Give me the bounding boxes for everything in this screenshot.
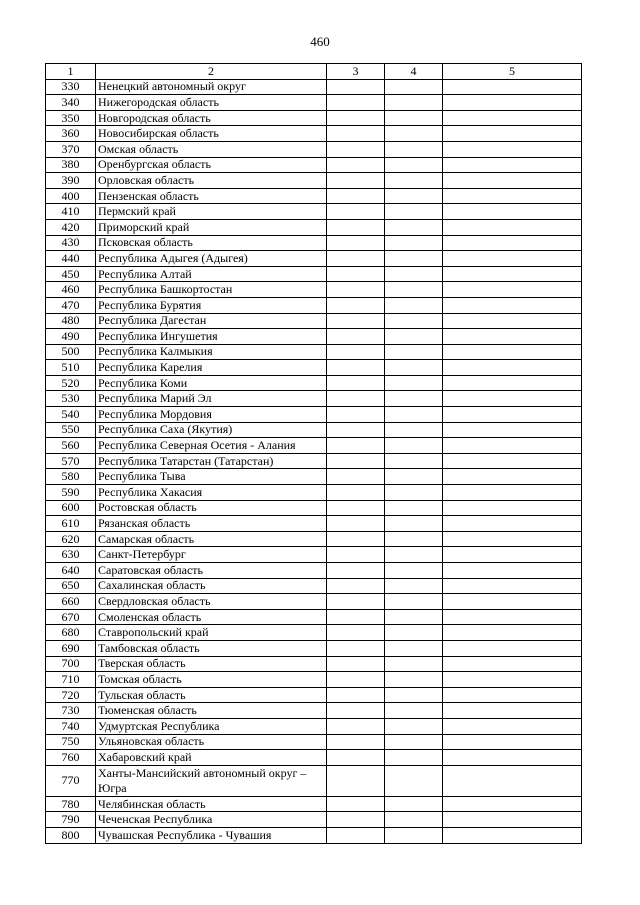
row-cell-5 bbox=[443, 703, 582, 719]
row-cell-3 bbox=[327, 531, 385, 547]
row-cell-5 bbox=[443, 375, 582, 391]
row-cell-5 bbox=[443, 438, 582, 454]
row-cell-5 bbox=[443, 656, 582, 672]
row-name: Республика Бурятия bbox=[96, 297, 327, 313]
column-header-5: 5 bbox=[443, 64, 582, 80]
row-code: 680 bbox=[46, 625, 96, 641]
column-header-1: 1 bbox=[46, 64, 96, 80]
table-row bbox=[46, 765, 582, 796]
row-code: 720 bbox=[46, 687, 96, 703]
table-row bbox=[46, 219, 582, 235]
row-cell-3 bbox=[327, 640, 385, 656]
row-cell-3 bbox=[327, 95, 385, 111]
row-cell-5 bbox=[443, 282, 582, 298]
row-code: 650 bbox=[46, 578, 96, 594]
row-cell-5 bbox=[443, 79, 582, 95]
table-row bbox=[46, 173, 582, 189]
row-cell-3 bbox=[327, 500, 385, 516]
table-row bbox=[46, 796, 582, 812]
row-name: Тульская область bbox=[96, 687, 327, 703]
row-code: 530 bbox=[46, 391, 96, 407]
row-name: Томская область bbox=[96, 672, 327, 688]
row-cell-5 bbox=[443, 812, 582, 828]
row-cell-3 bbox=[327, 672, 385, 688]
row-cell-4 bbox=[385, 391, 443, 407]
row-name: Пензенская область bbox=[96, 188, 327, 204]
row-cell-4 bbox=[385, 578, 443, 594]
row-code: 740 bbox=[46, 718, 96, 734]
row-cell-5 bbox=[443, 204, 582, 220]
row-name: Приморский край bbox=[96, 219, 327, 235]
row-cell-3 bbox=[327, 422, 385, 438]
row-cell-5 bbox=[443, 718, 582, 734]
row-name: Республика Хакасия bbox=[96, 485, 327, 501]
row-name: Нижегородская область bbox=[96, 95, 327, 111]
row-cell-5 bbox=[443, 687, 582, 703]
row-cell-5 bbox=[443, 329, 582, 345]
row-name: Ханты-Мансийский автономный округ – Югра bbox=[96, 765, 327, 796]
row-cell-3 bbox=[327, 141, 385, 157]
row-cell-5 bbox=[443, 672, 582, 688]
row-cell-4 bbox=[385, 313, 443, 329]
row-cell-5 bbox=[443, 734, 582, 750]
row-name: Республика Алтай bbox=[96, 266, 327, 282]
row-cell-3 bbox=[327, 547, 385, 563]
row-cell-4 bbox=[385, 422, 443, 438]
row-cell-5 bbox=[443, 219, 582, 235]
row-cell-5 bbox=[443, 594, 582, 610]
column-header-3: 3 bbox=[327, 64, 385, 80]
row-cell-3 bbox=[327, 578, 385, 594]
row-cell-3 bbox=[327, 173, 385, 189]
row-code: 620 bbox=[46, 531, 96, 547]
table-row bbox=[46, 547, 582, 563]
row-cell-5 bbox=[443, 765, 582, 796]
row-cell-4 bbox=[385, 297, 443, 313]
row-cell-4 bbox=[385, 469, 443, 485]
row-code: 790 bbox=[46, 812, 96, 828]
row-cell-3 bbox=[327, 703, 385, 719]
row-name: Оренбургская область bbox=[96, 157, 327, 173]
table-row bbox=[46, 687, 582, 703]
row-cell-3 bbox=[327, 438, 385, 454]
row-code: 520 bbox=[46, 375, 96, 391]
row-code: 540 bbox=[46, 407, 96, 423]
row-name: Республика Дагестан bbox=[96, 313, 327, 329]
row-name: Республика Башкортостан bbox=[96, 282, 327, 298]
header-row bbox=[46, 64, 582, 80]
row-name: Омская область bbox=[96, 141, 327, 157]
row-cell-4 bbox=[385, 95, 443, 111]
row-code: 760 bbox=[46, 750, 96, 766]
row-code: 700 bbox=[46, 656, 96, 672]
row-cell-3 bbox=[327, 375, 385, 391]
row-name: Республика Марий Эл bbox=[96, 391, 327, 407]
row-cell-3 bbox=[327, 297, 385, 313]
row-cell-4 bbox=[385, 640, 443, 656]
row-name: Сахалинская область bbox=[96, 578, 327, 594]
table-body bbox=[46, 79, 582, 843]
row-cell-3 bbox=[327, 734, 385, 750]
table-row bbox=[46, 812, 582, 828]
row-cell-5 bbox=[443, 469, 582, 485]
row-name: Ульяновская область bbox=[96, 734, 327, 750]
row-cell-4 bbox=[385, 79, 443, 95]
row-cell-5 bbox=[443, 516, 582, 532]
table-row bbox=[46, 360, 582, 376]
row-cell-4 bbox=[385, 282, 443, 298]
table-row bbox=[46, 531, 582, 547]
row-cell-4 bbox=[385, 718, 443, 734]
row-cell-5 bbox=[443, 110, 582, 126]
row-cell-3 bbox=[327, 110, 385, 126]
table-row bbox=[46, 204, 582, 220]
table-row bbox=[46, 827, 582, 843]
table-row bbox=[46, 594, 582, 610]
row-cell-4 bbox=[385, 110, 443, 126]
row-cell-3 bbox=[327, 812, 385, 828]
row-cell-4 bbox=[385, 235, 443, 251]
row-code: 660 bbox=[46, 594, 96, 610]
table-row bbox=[46, 157, 582, 173]
row-code: 410 bbox=[46, 204, 96, 220]
row-cell-3 bbox=[327, 188, 385, 204]
row-cell-5 bbox=[443, 313, 582, 329]
table-header bbox=[46, 64, 582, 80]
row-code: 500 bbox=[46, 344, 96, 360]
row-code: 330 bbox=[46, 79, 96, 95]
table-row bbox=[46, 438, 582, 454]
row-cell-4 bbox=[385, 547, 443, 563]
row-cell-4 bbox=[385, 765, 443, 796]
row-code: 580 bbox=[46, 469, 96, 485]
column-header-2: 2 bbox=[96, 64, 327, 80]
row-cell-4 bbox=[385, 500, 443, 516]
row-name: Челябинская область bbox=[96, 796, 327, 812]
row-name: Республика Коми bbox=[96, 375, 327, 391]
table-row bbox=[46, 422, 582, 438]
table-row bbox=[46, 344, 582, 360]
row-cell-4 bbox=[385, 157, 443, 173]
row-name: Республика Саха (Якутия) bbox=[96, 422, 327, 438]
table-row bbox=[46, 141, 582, 157]
row-cell-3 bbox=[327, 126, 385, 142]
row-code: 380 bbox=[46, 157, 96, 173]
table-row bbox=[46, 625, 582, 641]
table-row bbox=[46, 110, 582, 126]
table-row bbox=[46, 750, 582, 766]
row-cell-3 bbox=[327, 609, 385, 625]
row-name: Санкт-Петербург bbox=[96, 547, 327, 563]
row-name: Орловская область bbox=[96, 173, 327, 189]
row-name: Республика Мордовия bbox=[96, 407, 327, 423]
table-row bbox=[46, 718, 582, 734]
row-cell-3 bbox=[327, 251, 385, 267]
table-row bbox=[46, 640, 582, 656]
row-code: 570 bbox=[46, 453, 96, 469]
row-name: Ростовская область bbox=[96, 500, 327, 516]
row-cell-5 bbox=[443, 266, 582, 282]
row-cell-5 bbox=[443, 640, 582, 656]
row-name: Рязанская область bbox=[96, 516, 327, 532]
row-code: 670 bbox=[46, 609, 96, 625]
row-name: Республика Тыва bbox=[96, 469, 327, 485]
row-code: 610 bbox=[46, 516, 96, 532]
row-cell-5 bbox=[443, 547, 582, 563]
row-cell-4 bbox=[385, 407, 443, 423]
row-cell-3 bbox=[327, 687, 385, 703]
table-row bbox=[46, 95, 582, 111]
row-cell-3 bbox=[327, 313, 385, 329]
row-cell-4 bbox=[385, 344, 443, 360]
table-row bbox=[46, 297, 582, 313]
row-cell-3 bbox=[327, 656, 385, 672]
row-cell-4 bbox=[385, 687, 443, 703]
row-cell-5 bbox=[443, 625, 582, 641]
table-row bbox=[46, 329, 582, 345]
row-cell-5 bbox=[443, 141, 582, 157]
row-code: 640 bbox=[46, 563, 96, 579]
column-header-4: 4 bbox=[385, 64, 443, 80]
row-cell-3 bbox=[327, 469, 385, 485]
row-code: 630 bbox=[46, 547, 96, 563]
row-code: 490 bbox=[46, 329, 96, 345]
row-code: 780 bbox=[46, 796, 96, 812]
row-code: 770 bbox=[46, 765, 96, 796]
row-cell-4 bbox=[385, 360, 443, 376]
row-cell-5 bbox=[443, 750, 582, 766]
row-cell-4 bbox=[385, 173, 443, 189]
row-cell-3 bbox=[327, 765, 385, 796]
row-cell-4 bbox=[385, 516, 443, 532]
row-name: Ставропольский край bbox=[96, 625, 327, 641]
row-cell-5 bbox=[443, 453, 582, 469]
row-name: Тюменская область bbox=[96, 703, 327, 719]
table-row bbox=[46, 407, 582, 423]
row-cell-3 bbox=[327, 344, 385, 360]
row-cell-5 bbox=[443, 827, 582, 843]
row-code: 600 bbox=[46, 500, 96, 516]
row-cell-5 bbox=[443, 235, 582, 251]
table-row bbox=[46, 500, 582, 516]
row-cell-5 bbox=[443, 578, 582, 594]
row-cell-4 bbox=[385, 485, 443, 501]
row-cell-5 bbox=[443, 344, 582, 360]
table-row bbox=[46, 313, 582, 329]
row-cell-3 bbox=[327, 796, 385, 812]
table-row bbox=[46, 266, 582, 282]
row-name: Республика Ингушетия bbox=[96, 329, 327, 345]
row-name: Хабаровский край bbox=[96, 750, 327, 766]
row-code: 710 bbox=[46, 672, 96, 688]
row-cell-5 bbox=[443, 173, 582, 189]
row-code: 460 bbox=[46, 282, 96, 298]
row-cell-5 bbox=[443, 360, 582, 376]
table-row bbox=[46, 375, 582, 391]
row-code: 550 bbox=[46, 422, 96, 438]
row-cell-4 bbox=[385, 609, 443, 625]
table-row bbox=[46, 469, 582, 485]
row-name: Тамбовская область bbox=[96, 640, 327, 656]
row-cell-4 bbox=[385, 219, 443, 235]
regions-table bbox=[45, 63, 582, 844]
row-code: 470 bbox=[46, 297, 96, 313]
row-name: Свердловская область bbox=[96, 594, 327, 610]
row-cell-4 bbox=[385, 703, 443, 719]
row-cell-4 bbox=[385, 438, 443, 454]
row-code: 440 bbox=[46, 251, 96, 267]
row-cell-4 bbox=[385, 188, 443, 204]
row-cell-3 bbox=[327, 235, 385, 251]
table-row bbox=[46, 703, 582, 719]
row-code: 360 bbox=[46, 126, 96, 142]
row-name: Удмуртская Республика bbox=[96, 718, 327, 734]
row-name: Новосибирская область bbox=[96, 126, 327, 142]
table-row bbox=[46, 516, 582, 532]
row-name: Тверская область bbox=[96, 656, 327, 672]
row-cell-4 bbox=[385, 141, 443, 157]
row-cell-4 bbox=[385, 625, 443, 641]
row-cell-3 bbox=[327, 157, 385, 173]
row-name: Республика Адыгея (Адыгея) bbox=[96, 251, 327, 267]
table-row bbox=[46, 126, 582, 142]
table-row bbox=[46, 578, 582, 594]
row-cell-3 bbox=[327, 266, 385, 282]
row-cell-5 bbox=[443, 500, 582, 516]
row-name: Республика Татарстан (Татарстан) bbox=[96, 453, 327, 469]
row-name: Новгородская область bbox=[96, 110, 327, 126]
row-code: 510 bbox=[46, 360, 96, 376]
row-cell-5 bbox=[443, 609, 582, 625]
row-cell-3 bbox=[327, 79, 385, 95]
row-cell-4 bbox=[385, 266, 443, 282]
row-cell-4 bbox=[385, 812, 443, 828]
row-cell-4 bbox=[385, 827, 443, 843]
row-name: Саратовская область bbox=[96, 563, 327, 579]
row-cell-4 bbox=[385, 453, 443, 469]
page-number: 460 bbox=[310, 34, 330, 49]
row-cell-4 bbox=[385, 656, 443, 672]
row-name: Чеченская Республика bbox=[96, 812, 327, 828]
row-cell-5 bbox=[443, 188, 582, 204]
row-cell-5 bbox=[443, 531, 582, 547]
row-cell-3 bbox=[327, 827, 385, 843]
row-cell-5 bbox=[443, 157, 582, 173]
row-code: 400 bbox=[46, 188, 96, 204]
row-cell-3 bbox=[327, 407, 385, 423]
row-cell-5 bbox=[443, 95, 582, 111]
row-cell-4 bbox=[385, 594, 443, 610]
row-cell-3 bbox=[327, 391, 385, 407]
row-cell-3 bbox=[327, 329, 385, 345]
row-cell-3 bbox=[327, 625, 385, 641]
row-cell-3 bbox=[327, 750, 385, 766]
row-cell-3 bbox=[327, 453, 385, 469]
row-cell-3 bbox=[327, 594, 385, 610]
table-row bbox=[46, 391, 582, 407]
row-cell-4 bbox=[385, 531, 443, 547]
table-row bbox=[46, 251, 582, 267]
table-row bbox=[46, 485, 582, 501]
row-name: Республика Карелия bbox=[96, 360, 327, 376]
row-cell-3 bbox=[327, 563, 385, 579]
row-code: 450 bbox=[46, 266, 96, 282]
row-cell-3 bbox=[327, 718, 385, 734]
row-cell-3 bbox=[327, 360, 385, 376]
row-cell-3 bbox=[327, 204, 385, 220]
row-cell-4 bbox=[385, 734, 443, 750]
row-name: Чувашская Республика - Чувашия bbox=[96, 827, 327, 843]
row-code: 430 bbox=[46, 235, 96, 251]
row-cell-4 bbox=[385, 204, 443, 220]
row-cell-4 bbox=[385, 329, 443, 345]
row-cell-4 bbox=[385, 563, 443, 579]
row-cell-4 bbox=[385, 796, 443, 812]
row-cell-3 bbox=[327, 485, 385, 501]
table-row bbox=[46, 656, 582, 672]
row-code: 750 bbox=[46, 734, 96, 750]
table-row bbox=[46, 188, 582, 204]
row-cell-5 bbox=[443, 391, 582, 407]
row-code: 590 bbox=[46, 485, 96, 501]
row-code: 390 bbox=[46, 173, 96, 189]
table-row bbox=[46, 282, 582, 298]
row-code: 420 bbox=[46, 219, 96, 235]
row-cell-4 bbox=[385, 251, 443, 267]
row-name: Самарская область bbox=[96, 531, 327, 547]
row-name: Ненецкий автономный округ bbox=[96, 79, 327, 95]
table-row bbox=[46, 79, 582, 95]
row-cell-4 bbox=[385, 750, 443, 766]
row-code: 370 bbox=[46, 141, 96, 157]
table-row bbox=[46, 453, 582, 469]
row-cell-4 bbox=[385, 126, 443, 142]
row-cell-5 bbox=[443, 422, 582, 438]
row-cell-5 bbox=[443, 297, 582, 313]
row-code: 340 bbox=[46, 95, 96, 111]
row-cell-5 bbox=[443, 251, 582, 267]
table-row bbox=[46, 672, 582, 688]
row-code: 730 bbox=[46, 703, 96, 719]
row-name: Смоленская область bbox=[96, 609, 327, 625]
row-cell-4 bbox=[385, 672, 443, 688]
table-row bbox=[46, 609, 582, 625]
row-name: Республика Калмыкия bbox=[96, 344, 327, 360]
row-cell-5 bbox=[443, 796, 582, 812]
row-name: Псковская область bbox=[96, 235, 327, 251]
row-cell-4 bbox=[385, 375, 443, 391]
row-name: Республика Северная Осетия - Алания bbox=[96, 438, 327, 454]
row-cell-3 bbox=[327, 516, 385, 532]
table-row bbox=[46, 734, 582, 750]
row-code: 350 bbox=[46, 110, 96, 126]
row-cell-3 bbox=[327, 219, 385, 235]
row-cell-5 bbox=[443, 485, 582, 501]
row-code: 690 bbox=[46, 640, 96, 656]
row-code: 560 bbox=[46, 438, 96, 454]
row-cell-5 bbox=[443, 407, 582, 423]
row-code: 480 bbox=[46, 313, 96, 329]
row-cell-5 bbox=[443, 126, 582, 142]
table-row bbox=[46, 235, 582, 251]
row-code: 800 bbox=[46, 827, 96, 843]
table-row bbox=[46, 563, 582, 579]
row-cell-3 bbox=[327, 282, 385, 298]
row-cell-5 bbox=[443, 563, 582, 579]
row-name: Пермский край bbox=[96, 204, 327, 220]
